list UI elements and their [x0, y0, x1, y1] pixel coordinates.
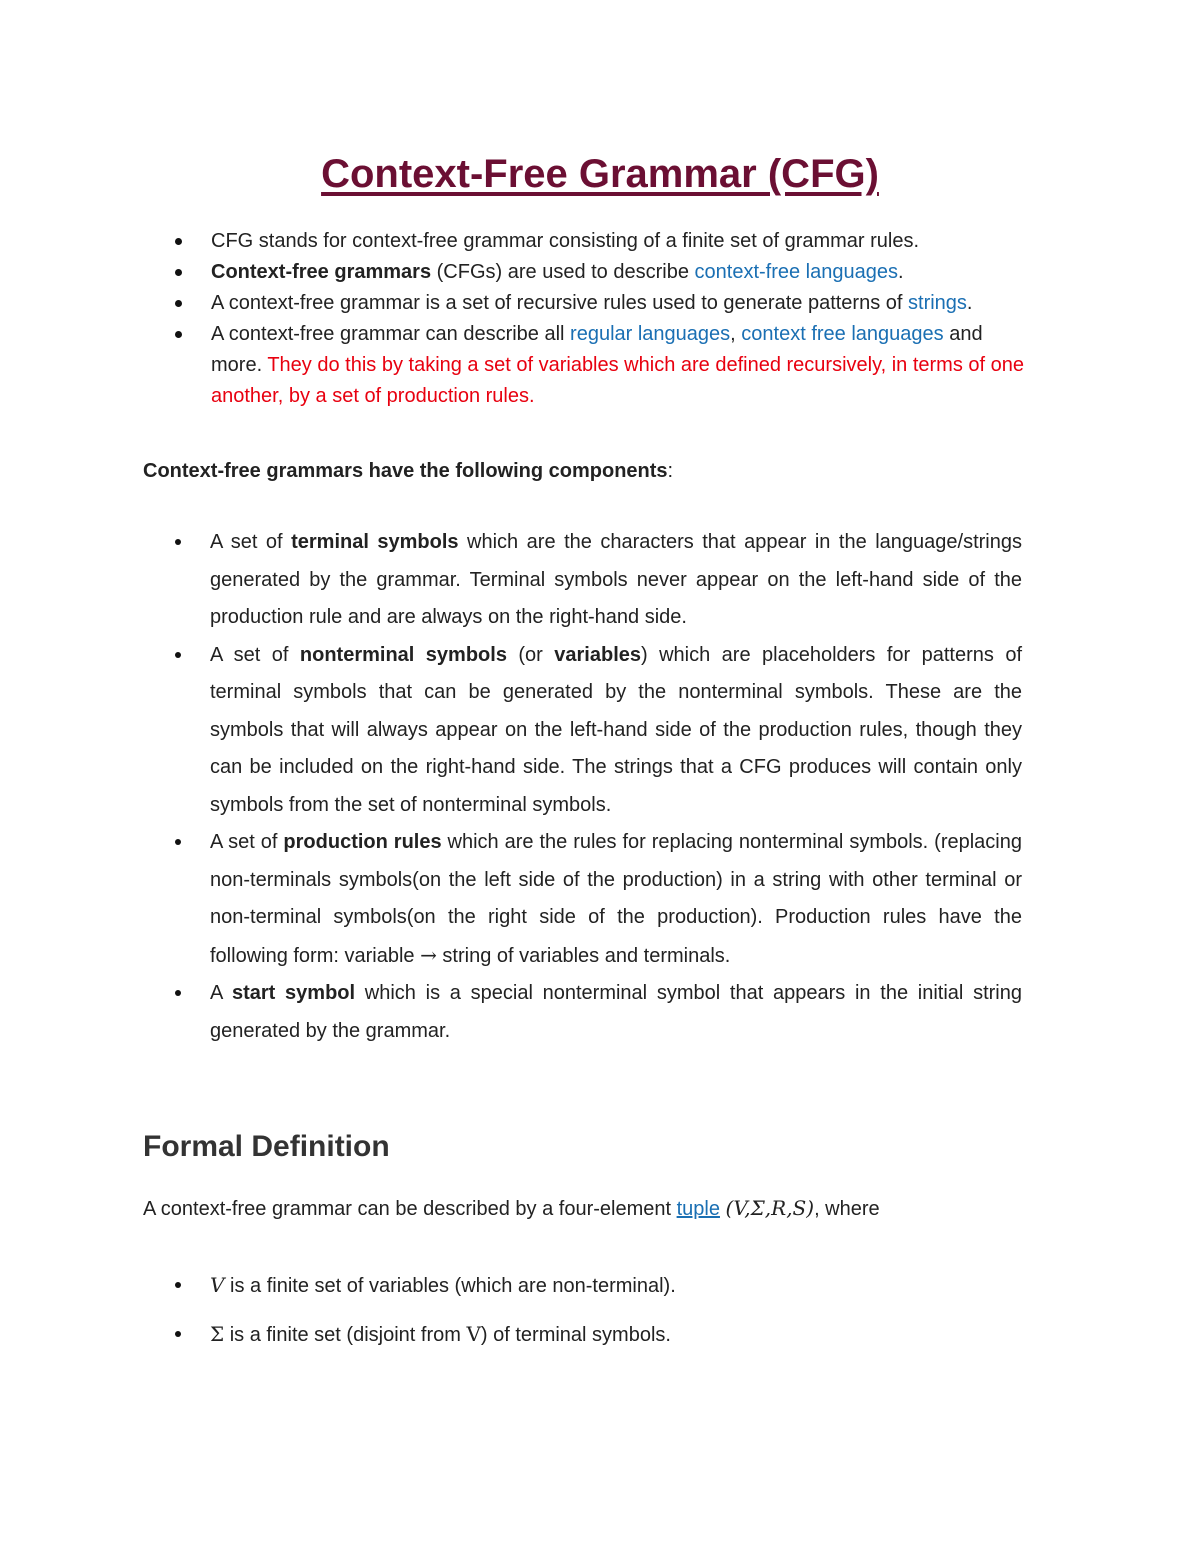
list-item-text: ) of terminal symbols.	[480, 1324, 671, 1346]
term-start-symbol: start symbol	[231, 982, 356, 1004]
list-item-text: A	[210, 982, 232, 1004]
punctuation: .	[897, 261, 904, 283]
bullet-icon	[175, 652, 181, 658]
list-item-text: A set of	[210, 831, 284, 853]
list-item-text: is a finite set (disjoint from	[224, 1324, 467, 1346]
highlighted-text: They do this by taking a set of variables which are defined recursively, in terms of one another, by a set of production rules.	[211, 354, 1024, 407]
term-cfg: Context-free grammars	[211, 261, 432, 283]
list-item	[210, 1261, 1022, 1310]
link-context-free-languages-2[interactable]: context free languages	[741, 323, 944, 345]
arrow-icon: →	[420, 942, 437, 967]
tuple-math: (V,Σ,R,S)	[725, 1196, 815, 1220]
punctuation: .	[966, 292, 973, 314]
list-item	[210, 524, 1022, 637]
term-variables: variables	[554, 643, 641, 666]
list-item-text: (CFGs) are used to describe	[431, 261, 695, 283]
list-item	[210, 1310, 1022, 1359]
list-item	[210, 637, 1022, 825]
math-v-upright: V	[466, 1322, 481, 1346]
bullet-icon	[175, 539, 181, 545]
list-item	[211, 226, 1031, 257]
link-regular-languages[interactable]: regular languages	[570, 323, 731, 345]
bullet-icon	[175, 269, 182, 276]
bullet-icon	[175, 839, 181, 845]
list-item-text: A set of	[210, 643, 300, 666]
list-item-text: CFG stands for context-free grammar consisting of a finite set of grammar rules.	[211, 230, 920, 252]
list-item-text: A context-free grammar is a set of recursive rules used to generate patterns of	[211, 292, 909, 314]
bullet-icon	[175, 300, 182, 307]
math-v: V	[210, 1273, 225, 1297]
list-item-text: which are the rules for replacing nonterminal symbols. (replacing non-terminals symbols(on the left side of the production) in a string with other terminal or non-terminal symbols(on the right side of the production). Production rules have the following form: variable	[210, 831, 1022, 967]
formal-list	[210, 1261, 1022, 1359]
formal-paragraph	[143, 1196, 1043, 1221]
components-list	[210, 524, 1022, 1050]
list-item	[210, 975, 1022, 1050]
page-title: Context-Free Grammar (CFG)	[321, 152, 879, 196]
section-heading-formal-definition: Formal Definition	[143, 1130, 390, 1163]
intro-list	[211, 226, 1031, 412]
list-item-text: which is a special nonterminal symbol that appears in the initial string generated by the grammar.	[210, 982, 1022, 1042]
paragraph-text: , where	[814, 1198, 880, 1220]
list-item	[211, 288, 1031, 319]
bullet-icon	[175, 990, 181, 996]
list-item-text: which are the characters that appear in the language/strings generated by the grammar. Terminal symbols never appear on the left-hand side of the production rule and are always on the right-hand side.	[210, 531, 1022, 628]
paragraph-text: A context-free grammar can be described by a four-element	[143, 1198, 677, 1220]
bullet-icon	[175, 1282, 181, 1288]
bullet-icon	[175, 1331, 181, 1337]
math-sigma: Σ	[210, 1322, 225, 1346]
list-item-text: ) which are placeholders for patterns of terminal symbols that can be generated by the nonterminal symbols. These are the symbols that will always appear on the left-hand side of the production rules, though they can be included on the right-hand side. The strings that a CFG produces will contain only symbols from the set of nonterminal symbols.	[210, 643, 1023, 816]
link-context-free-languages[interactable]: context-free languages	[694, 261, 898, 283]
components-heading	[143, 460, 673, 483]
list-item-text: (or	[506, 643, 555, 666]
components-heading-colon: :	[667, 460, 674, 482]
components-heading-text: Context-free grammars have the following components	[143, 460, 668, 482]
list-item	[210, 824, 1022, 975]
bullet-icon	[175, 331, 182, 338]
list-item-text: is a finite set of variables (which are non-terminal).	[224, 1275, 676, 1297]
list-item-text: A set of	[210, 531, 292, 553]
term-nonterminal-symbols: nonterminal symbols	[299, 643, 507, 666]
term-terminal-symbols: terminal symbols	[291, 531, 459, 553]
bullet-icon	[175, 238, 182, 245]
list-item-text: A context-free grammar can describe all	[211, 323, 571, 345]
list-item-text: and more.	[211, 323, 983, 376]
term-production-rules: production rules	[283, 831, 442, 853]
list-item	[211, 319, 1031, 412]
list-item	[211, 257, 1031, 288]
link-tuple[interactable]: tuple	[676, 1198, 720, 1220]
list-item-text: string of variables and terminals.	[436, 944, 731, 967]
link-strings[interactable]: strings	[908, 292, 967, 314]
punctuation: ,	[730, 323, 742, 345]
